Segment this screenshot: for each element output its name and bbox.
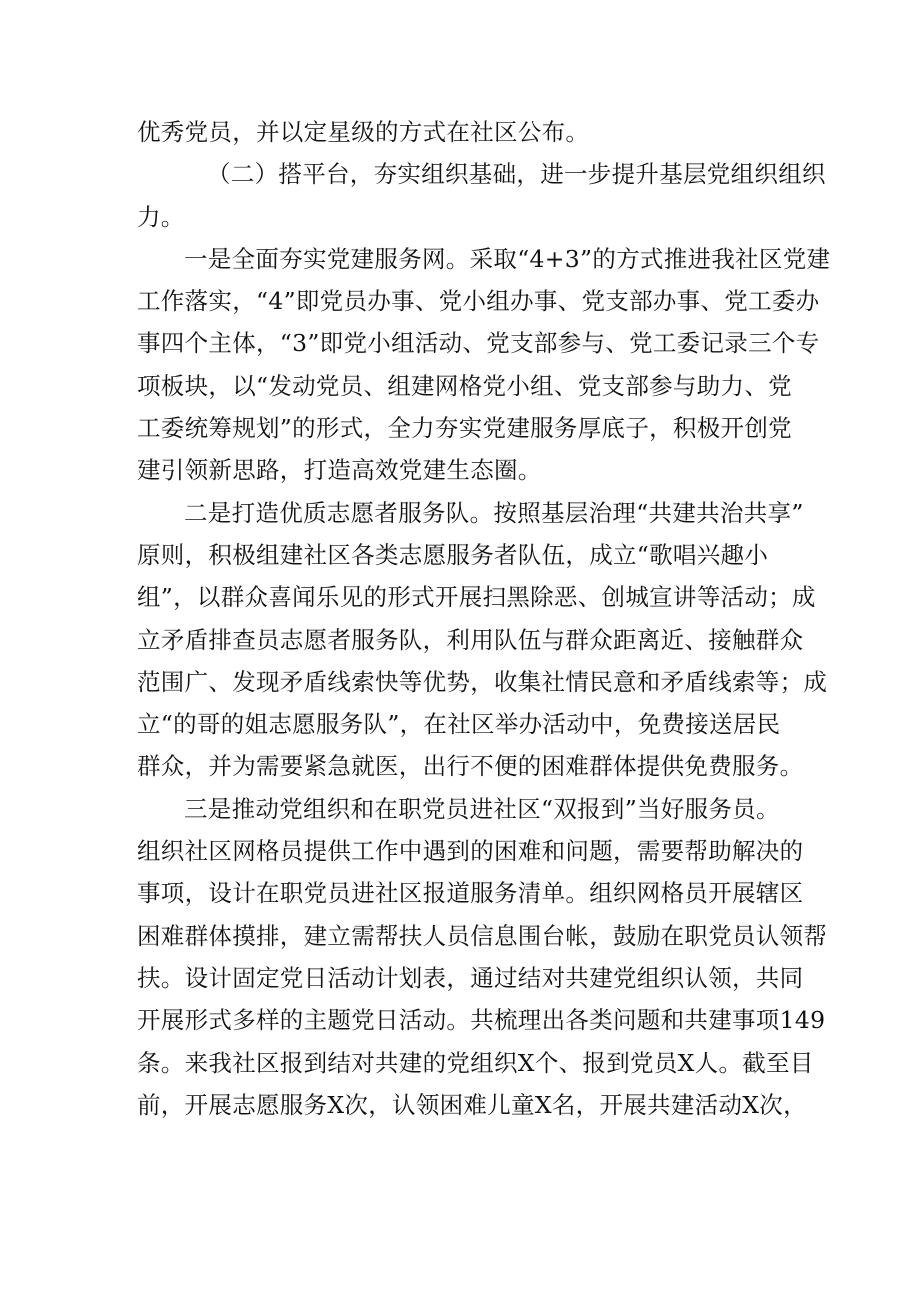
text-line: 工作落实，“4”即党员办事、党小组办事、党支部办事、党工委办	[137, 287, 820, 316]
text-line: 前，开展志愿服务X次，认领困难儿童X名，开展共建活动X次，	[137, 1090, 807, 1119]
text-line: 群众，并为需要紧急就医，出行不便的困难群体提供免费服务。	[137, 752, 804, 781]
text-line: 建引领新思路，打造高效党建生态圈。	[137, 456, 542, 485]
text-line: 原则，积极组建社区各类志愿服务者队伍，成立“歌唱兴趣小	[137, 540, 769, 569]
text-line: 事项，设计在职党员进社区报道服务清单。组织网格员开展辖区	[137, 879, 804, 908]
text-line: 立矛盾排查员志愿者服务队，利用队伍与群众距离近、接触群众	[137, 625, 804, 654]
text-line: 优秀党员，并以定星级的方式在社区公布。	[137, 118, 590, 146]
text-line: 开展形式多样的主题党日活动。共梳理出各类问题和共建事项149	[137, 1006, 826, 1035]
text-line: 扶。设计固定党日活动计划表，通过结对共建党组织认领，共同	[137, 963, 804, 992]
text-line: 困难群体摸排，建立需帮扶人员信息围台帐，鼓励在职党员认领帮	[137, 921, 828, 950]
section-heading: （二）搭平台，夯实组织基础，进一步提升基层党组织组织	[207, 160, 826, 189]
text-line: 事四个主体，“3”即党小组活动、党支部参与、党工委记录三个专	[137, 329, 820, 358]
text-line: 工委统筹规划”的形式，全力夯实党建服务厚底子，积极开创党	[137, 414, 792, 443]
section-heading-continued: 力。	[137, 202, 185, 231]
text-line: 组织社区网格员提供工作中遇到的困难和问题，需要帮助解决的	[137, 837, 804, 866]
document-body	[137, 111, 831, 1126]
paragraph-first-line: 一是全面夯实党建服务网。采取“4+3”的方式推进我社区党建	[184, 244, 831, 273]
text-line: 组”，以群众喜闻乐见的形式开展扫黑除恶、创城宣讲等活动；成	[137, 583, 816, 612]
text-line: 立“的哥的姐志愿服务队”，在社区举办活动中，免费接送居民	[137, 710, 781, 739]
text-line: 范围广、发现矛盾线索快等优势，收集社情民意和矛盾线索等；成	[137, 667, 828, 696]
text-line: 条。来我社区报到结对共建的党组织X个、报到党员X人。截至目	[137, 1048, 814, 1077]
paragraph-first-line: 二是打造优质志愿者服务队。按照基层治理“共建共治共享”	[184, 498, 804, 527]
paragraph-first-line: 三是推动党组织和在职党员进社区“双报到”当好服务员。	[184, 794, 780, 823]
text-line: 项板块，以“发动党员、组建网格党小组、党支部参与助力、党	[137, 371, 792, 400]
